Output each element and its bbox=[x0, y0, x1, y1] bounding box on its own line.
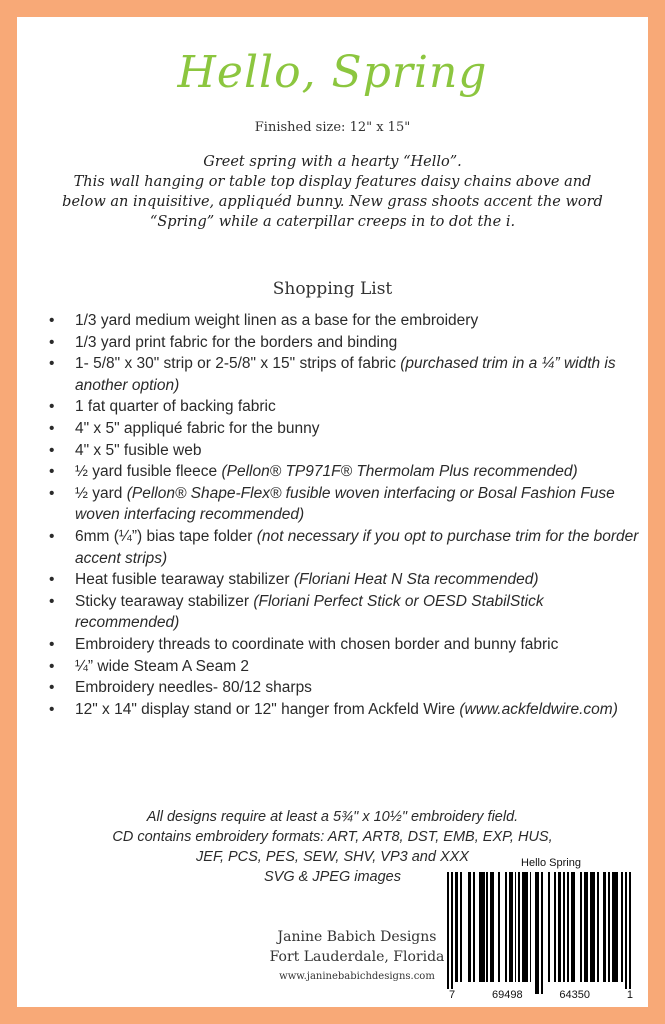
barcode-digit: 64350 bbox=[559, 989, 590, 1001]
bullet-icon: • bbox=[49, 592, 55, 610]
item-text: Sticky tearaway stabilizer bbox=[75, 592, 254, 610]
bullet-icon: • bbox=[49, 527, 55, 545]
item-text: 1/3 yard print fabric for the borders and binding bbox=[75, 333, 398, 351]
company-location: Fort Lauderdale, Florida bbox=[269, 949, 445, 965]
company-info bbox=[237, 927, 477, 985]
item-text: ¼” wide Steam A Seam 2 bbox=[75, 657, 250, 675]
barcode-box bbox=[447, 856, 635, 1001]
item-text: 1- 5/8" x 30" strip or 2-5/8" x 15" strips of fabric bbox=[75, 355, 401, 373]
list-item bbox=[47, 634, 642, 656]
list-item bbox=[47, 483, 642, 526]
intro-line: “Spring” while a caterpillar creeps in to dot the i. bbox=[149, 214, 516, 230]
requirement-line: All designs require at least a 5¾" x 10½" embroidery field. bbox=[146, 809, 519, 825]
barcode-digit: 7 bbox=[449, 989, 456, 1001]
list-item bbox=[47, 310, 642, 332]
list-item bbox=[47, 353, 642, 396]
list-item bbox=[47, 440, 642, 462]
item-text: 12" x 14" display stand or 12" hanger from Ackfeld Wire bbox=[75, 700, 460, 718]
shopping-list-heading: Shopping List bbox=[272, 279, 393, 299]
item-text: Embroidery needles- 80/12 sharps bbox=[75, 679, 312, 697]
list-item bbox=[47, 656, 642, 678]
requirement-line: CD contains embroidery formats: ART, ART8, DST, EMB, EXP, HUS, bbox=[112, 829, 553, 845]
barcode-digit: 1 bbox=[626, 989, 633, 1001]
list-item bbox=[47, 396, 642, 418]
list-item bbox=[47, 332, 642, 354]
list-item bbox=[47, 461, 642, 483]
bullet-icon: • bbox=[49, 441, 55, 459]
item-note: (Floriani Heat N Sta recommended) bbox=[293, 571, 539, 589]
item-note: (not necessary if you opt to purchase trim for the border accent strips) bbox=[75, 527, 639, 567]
bullet-icon: • bbox=[49, 635, 55, 653]
barcode-icon bbox=[447, 872, 635, 994]
company-name: Janine Babich Designs bbox=[277, 929, 437, 945]
item-note: (purchased trim in a ¼” width is another option) bbox=[75, 355, 616, 394]
requirement-line: SVG & JPEG images bbox=[264, 869, 401, 885]
bullet-icon: • bbox=[49, 657, 55, 675]
requirement-line: JEF, PCS, PES, SEW, SHV, VP3 and XXX bbox=[196, 849, 469, 865]
item-text: ½ yard fusible fleece bbox=[75, 463, 222, 481]
intro-line: below an inquisitive, appliquéd bunny. New grass shoots accent the word bbox=[62, 194, 603, 210]
item-text: ½ yard bbox=[75, 484, 127, 502]
bullet-icon: • bbox=[49, 571, 55, 589]
item-text: 1 fat quarter of backing fabric bbox=[75, 398, 276, 416]
bullet-icon: • bbox=[49, 312, 55, 329]
barcode-digits bbox=[447, 989, 635, 1001]
list-item bbox=[47, 699, 642, 721]
barcode-label: Hello Spring bbox=[521, 857, 581, 869]
company-website[interactable]: www.janinebabichdesigns.com bbox=[279, 971, 435, 982]
shopping-list bbox=[47, 310, 642, 720]
bullet-icon: • bbox=[49, 333, 55, 351]
item-note: (Pellon® TP971F® Thermolam Plus recommended) bbox=[221, 463, 578, 481]
list-item bbox=[47, 569, 642, 591]
bullet-icon: • bbox=[49, 463, 55, 481]
item-text: Embroidery threads to coordinate with chosen border and bunny fabric bbox=[75, 635, 559, 653]
list-item bbox=[47, 677, 642, 699]
barcode-digit: 69498 bbox=[491, 989, 523, 1001]
bullet-icon: • bbox=[49, 484, 55, 502]
intro-line: This wall hanging or table top display features daisy chains above and bbox=[73, 174, 592, 190]
item-text: 1/3 yard medium weight linen as a base for the embroidery bbox=[75, 312, 479, 329]
bullet-icon: • bbox=[49, 419, 55, 437]
item-text: Heat fusible tearaway stabilizer bbox=[75, 571, 294, 589]
bullet-icon: • bbox=[49, 355, 55, 373]
list-item bbox=[47, 526, 642, 569]
item-text: 4" x 5" fusible web bbox=[75, 441, 202, 459]
finished-size: Finished size: 12" x 15" bbox=[254, 120, 411, 135]
list-item bbox=[47, 591, 642, 634]
bullet-icon: • bbox=[49, 700, 55, 718]
item-note: (Floriani Perfect Stick or OESD StabilStick recommended) bbox=[75, 592, 544, 632]
page-title: Hello, Spring bbox=[177, 47, 488, 98]
bullet-icon: • bbox=[49, 679, 55, 697]
item-text: 6mm (¼”) bias tape folder bbox=[75, 527, 257, 545]
intro-line: Greet spring with a hearty “Hello”. bbox=[203, 154, 462, 170]
item-note: (Pellon® Shape-Flex® fusible woven interfacing or Bosal Fashion Fuse woven interfacing recommended) bbox=[75, 484, 615, 524]
item-note: (www.ackfeldwire.com) bbox=[459, 700, 618, 718]
bullet-icon: • bbox=[49, 398, 55, 416]
intro-text bbox=[57, 152, 608, 232]
barcode-bar bbox=[631, 872, 633, 982]
item-text: 4" x 5" appliqué fabric for the bunny bbox=[75, 419, 320, 437]
list-item bbox=[47, 418, 642, 440]
